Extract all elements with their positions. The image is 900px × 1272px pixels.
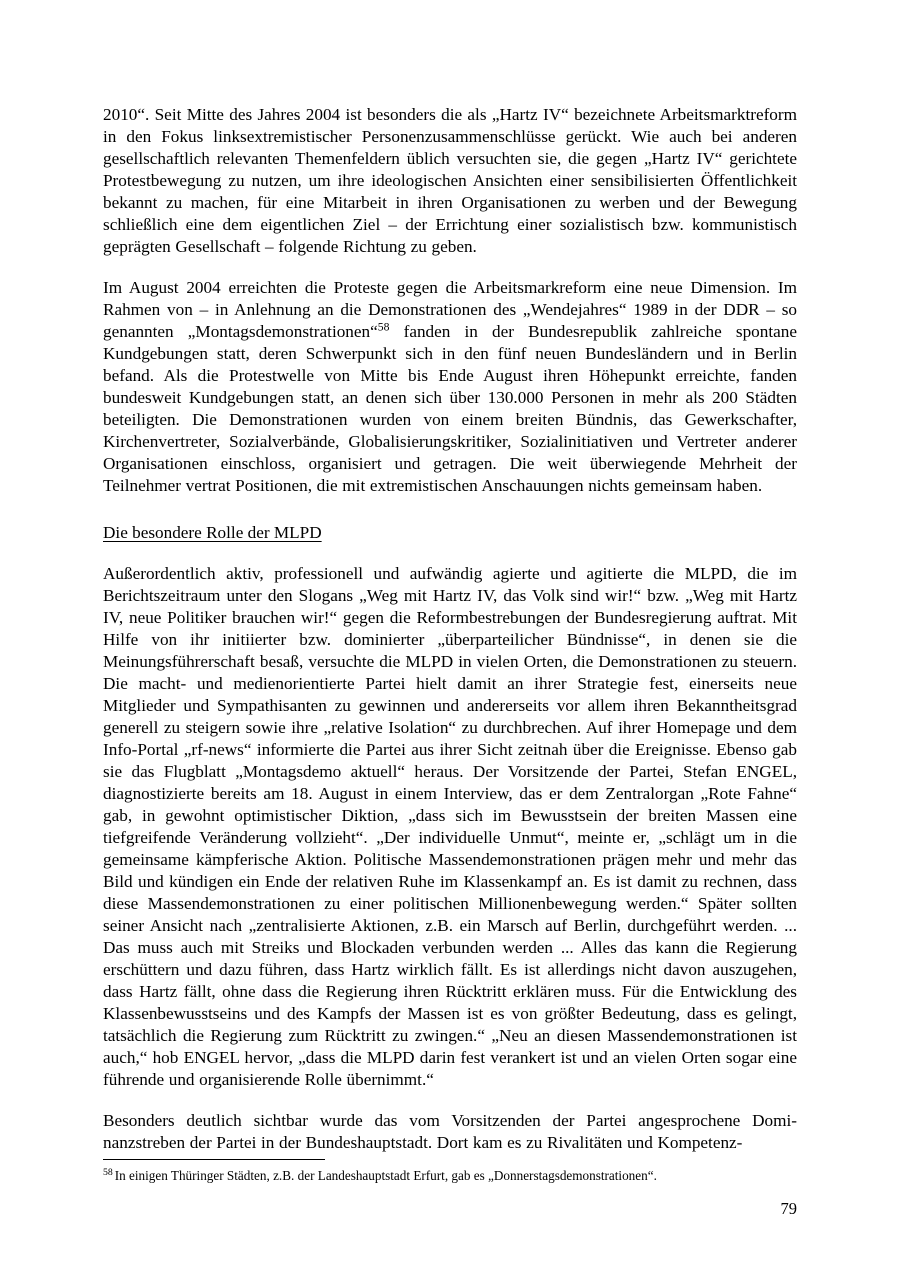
paragraph-text-before-footnote: Im August 2004 erreichten die Proteste gegen die Arbeitsmarkreform eine neue Dimension. Im Rahmen von – in Anlehnung an die Demonstrationen des „Wendejahres“ 1989 in der DDR – so genannten „Montagsdemonstrationen“: [103, 278, 797, 341]
footnote-text: In einigen Thüringer Städten, z.B. der Landeshauptstadt Erfurt, gab es „Donnerstagsdemonstrationen“.: [114, 1168, 657, 1183]
footnote-number: 58: [103, 1166, 113, 1178]
footnote-reference-58[interactable]: 58: [377, 320, 390, 334]
footnote-separator-rule: [103, 1159, 325, 1160]
paragraph-text-after-footnote: fanden in der Bundesrepublik zahlreiche spontane Kundgebungen statt, deren Schwerpunkt sich in den fünf neuen Bundesländern und in Berlin befand. Als die Protestwelle von Mitte bis Ende August ihren Höhepunkt erreichte, fanden bundesweit Kundgebungen statt, an denen sich über 130.000 Personen in mehr als 200 Städten beteiligten. Die Demonstrationen wurden von einem breiten Bündnis, das Gewerkschafter, Kirchenvertreter, Sozialverbände, Globalisierungskritiker, Sozialinitiativen und Vertreter anderer Organisationen einschloss, organisiert und getragen. Die weit überwiegende Mehrheit der Teilnehmer vertrat Positionen, die mit extremistischen Anschauungen nichts gemeinsam haben.: [103, 322, 797, 495]
paragraph-hartz-iv-fokus: 2010“. Seit Mitte des Jahres 2004 ist besonders die als „Hartz IV“ bezeichnete Arbeitsmarktreform in den Fokus linksextremistischer Personenzusammenschlüsse gerückt. Wie auch bei anderen gesellschaftlich relevanten Themenfeldern üblich versuchten sie, die gegen „Hartz IV“ gerichtete Protestbewegung zu nutzen, um ihre ideologischen Ansichten einer sensibilisierten Öffentlichkeit bekannt zu machen, für eine Mitarbeit in ihren Organisationen zu werben und der Bewegung schließlich eine dem eigentlichen Ziel – der Errichtung einer sozialistisch bzw. kommunistisch geprägten Gesellschaft – folgende Richtung zu geben.: [103, 105, 797, 256]
page-number: 79: [780, 1199, 797, 1218]
section-heading-label: Die besondere Rolle der MLPD: [103, 523, 322, 542]
paragraph-dominanzstreben: Besonders deutlich sichtbar wurde das vom Vorsitzenden der Partei angesprochene Dominanzstreben der Partei in der Bundeshauptstadt. Dort kam es zu Rivalitäten und Kompetenz-: [103, 1111, 797, 1152]
paragraph-mlpd-aktivitaet: Außerordentlich aktiv, professionell und aufwändig agierte und agitierte die MLPD, die im Berichtszeitraum unter den Slogans „Weg mit Hartz IV, das Volk sind wir!“ bzw. „Weg mit Hartz IV, neue Politiker brauchen wir!“ gegen die Reformbestrebungen der Bundesregierung auftrat. Mit Hilfe von ihr initiierter bzw. dominierter „überparteilicher Bündnisse“, in denen sie die Meinungsführerschaft besaß, versuchte die MLPD in vielen Orten, die Demonstrationen zu steuern. Die macht- und medienorientierte Partei hielt damit an ihrer Strategie fest, einerseits neue Mitglieder und Sympathisanten zu gewinnen und andererseits vor allem ihren Bekanntheitsgrad generell zu steigern sowie ihre „relative Isolation“ zu durchbrechen. Auf ihrer Homepage und dem Info-Portal „rf-news“ informierte die Partei aus ihrer Sicht zeitnah über die Ereignisse. Ebenso gab sie das Flugblatt „Montagsdemo aktuell“ heraus. Der Vorsitzende der Partei, Stefan ENGEL, diagnostizierte bereits am 18. August in einem Interview, das er dem Zentralorgan „Rote Fahne“ gab, in gewohnt optimistischer Diktion, „dass sich im Bewusstsein der breiten Massen eine tiefgreifende Veränderung vollzieht“. „Der individuelle Unmut“, meinte er, „schlägt um in die gemeinsame kämpferische Aktion. Politische Massendemonstrationen prägen mehr und mehr das Bild und kündigen ein Ende der relativen Ruhe im Klassenkampf an. Es ist damit zu rechnen, dass diese Massendemonstrationen zu einer politischen Millionenbewegung werden.“ Später sollten seiner Ansicht nach „zentralisierte Aktionen, z.B. ein Marsch auf Berlin, durchgeführt werden. ... Das muss auch mit Streiks und Blockaden verbunden werden ... Alles das kann die Regierung erschüttern und dazu führen, dass Hartz wirklich fällt. Es ist allerdings nicht davon auszugehen, dass Hartz fällt, ohne dass die Regierung ihren Rücktritt erklären muss. Für die Entwicklung des Klassenbewusstseins und des Kampfs der Massen ist es von größter Bedeutung, dass es gelingt, tatsächlich die Regierung zum Rücktritt zu zwingen.“ „Neu an diesen Massendemonstrationen ist auch,“ hob ENGEL hervor, „dass die MLPD darin fest verankert ist und an vielen Orten sogar eine führende und organisierende Rolle übernimmt.“: [103, 564, 797, 1089]
section-heading-mlpd-rolle: [103, 522, 797, 544]
paragraph-august-2004-proteste: [103, 277, 797, 497]
footnote-entry-58: [103, 1167, 797, 1184]
footnote-area: [103, 1159, 797, 1184]
page-body-content: [103, 104, 797, 1154]
